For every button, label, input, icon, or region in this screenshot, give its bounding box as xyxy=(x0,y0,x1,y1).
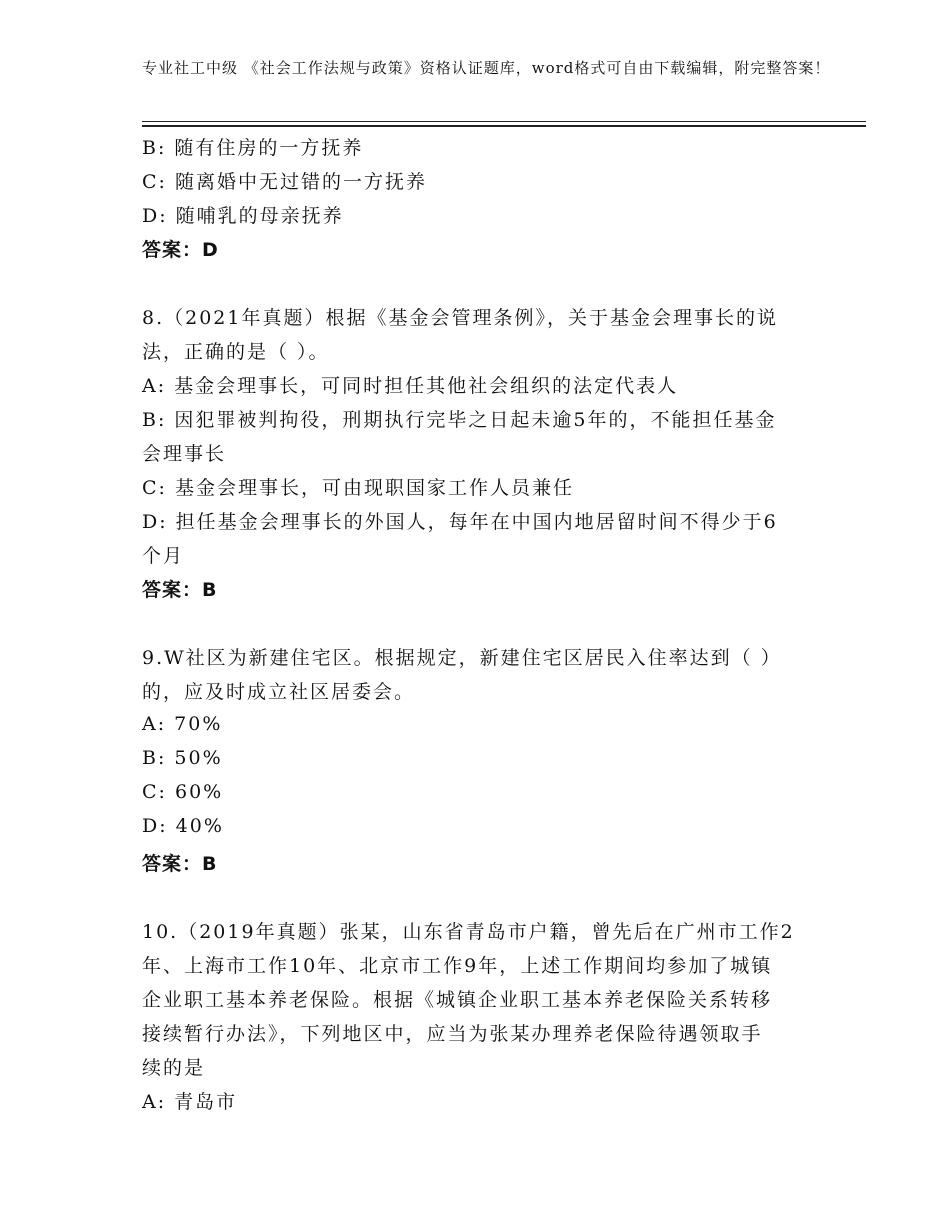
header-rule-thin xyxy=(142,121,866,122)
option-line: A: 青岛市 xyxy=(142,1091,238,1113)
option-line: C: 随离婚中无过错的一方抚养 xyxy=(142,171,427,193)
answer-line: 答案：B xyxy=(142,853,218,875)
header-rule-thick xyxy=(142,125,866,127)
option-line: B: 50% xyxy=(142,747,223,769)
answer-line: 答案：B xyxy=(142,579,218,601)
option-line: D: 40% xyxy=(142,815,224,837)
answer-line: 答案：D xyxy=(142,239,219,261)
option-line: A: 70% xyxy=(142,713,223,735)
option-line: 个月 xyxy=(142,545,185,567)
question-line: 接续暂行办法》，下列地区中，应当为张某办理养老保险待遇领取手 xyxy=(142,1023,763,1045)
option-line: D: 随哺乳的母亲抚养 xyxy=(142,205,344,227)
question-line: 续的是 xyxy=(142,1057,206,1079)
option-line: 会理事长 xyxy=(142,443,227,465)
question-line: 9.W社区为新建住宅区。根据规定，新建住宅区居民入住率达到（ ） xyxy=(142,647,782,669)
option-line: B: 因犯罪被判拘役，刑期执行完毕之日起未逾5年的，不能担任基金 xyxy=(142,409,777,431)
question-line: 10.（2019年真题）张某，山东省青岛市户籍，曾先后在广州市工作2 xyxy=(142,921,795,943)
option-line: C: 60% xyxy=(142,781,224,803)
option-line: D: 担任基金会理事长的外国人，每年在中国内地居留时间不得少于6 xyxy=(142,511,778,533)
question-line: 的，应及时成立社区居委会。 xyxy=(142,681,416,703)
question-line: 企业职工基本养老保险。根据《城镇企业职工基本养老保险关系转移 xyxy=(142,989,773,1011)
option-line: B: 随有住房的一方抚养 xyxy=(142,137,364,159)
question-line: 8.（2021年真题）根据《基金会管理条例》，关于基金会理事长的说 xyxy=(142,307,778,329)
option-line: A: 基金会理事长，可同时担任其他社会组织的法定代表人 xyxy=(142,375,679,397)
option-line: C: 基金会理事长，可由现职国家工作人员兼任 xyxy=(142,477,574,499)
question-line: 年、上海市工作10年、北京市工作9年，上述工作期间均参加了城镇 xyxy=(142,955,773,977)
document-header: 专业社工中级 《社会工作法规与政策》资格认证题库，word格式可自由下载编辑，附完整答案！ xyxy=(142,59,831,77)
question-line: 法，正确的是（ ）。 xyxy=(142,341,330,363)
